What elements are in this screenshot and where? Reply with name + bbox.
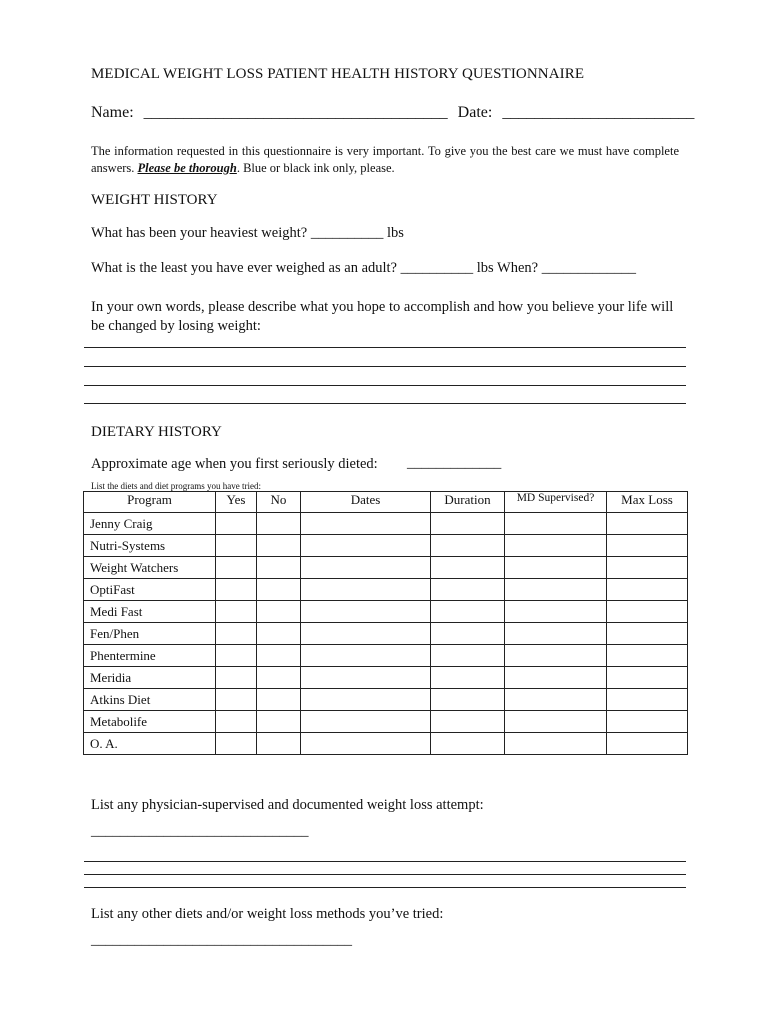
entry-cell[interactable] <box>216 535 257 557</box>
table-row <box>84 711 688 733</box>
entry-cell[interactable] <box>505 579 607 601</box>
entry-cell[interactable] <box>301 667 431 689</box>
name-field[interactable]: ______________________________________ <box>143 104 448 121</box>
entry-cell[interactable] <box>607 513 688 535</box>
entry-cell[interactable] <box>607 645 688 667</box>
table-row <box>84 623 688 645</box>
entry-cell[interactable] <box>257 579 301 601</box>
entry-cell[interactable] <box>607 689 688 711</box>
entry-cell[interactable] <box>607 601 688 623</box>
answer-line[interactable] <box>84 366 686 367</box>
heaviest-weight-question[interactable]: What has been your heaviest weight? __________ lbs <box>91 225 404 241</box>
answer-line[interactable] <box>84 403 686 404</box>
program-name-cell: Metabolife <box>84 711 216 733</box>
first-diet-age-question: Approximate age when you first seriously dieted: <box>91 456 378 472</box>
table-row <box>84 667 688 689</box>
table-row <box>84 557 688 579</box>
weight-history-heading: WEIGHT HISTORY <box>91 192 218 208</box>
entry-cell[interactable] <box>505 557 607 579</box>
program-name-cell: Medi Fast <box>84 601 216 623</box>
entry-cell[interactable] <box>505 623 607 645</box>
goals-question: In your own words, please describe what you hope to accomplish and how you believe your life will be changed by losing weight: <box>91 299 674 334</box>
column-header: Dates <box>301 492 431 513</box>
table-row <box>84 601 688 623</box>
column-header: MD Supervised? <box>505 492 607 513</box>
entry-cell[interactable] <box>607 535 688 557</box>
form-title: MEDICAL WEIGHT LOSS PATIENT HEALTH HISTORY QUESTIONNAIRE <box>91 66 585 82</box>
intro-text-end: . Blue or black ink only, please. <box>236 161 395 175</box>
entry-cell[interactable] <box>607 733 688 755</box>
entry-cell[interactable] <box>301 535 431 557</box>
program-name-cell: Atkins Diet <box>84 689 216 711</box>
entry-cell[interactable] <box>257 711 301 733</box>
table-caption: List the diets and diet programs you have tried: <box>91 481 261 491</box>
entry-cell[interactable] <box>607 557 688 579</box>
program-name-cell: Weight Watchers <box>84 557 216 579</box>
entry-cell[interactable] <box>431 513 505 535</box>
answer-line[interactable] <box>84 385 686 386</box>
table-row <box>84 645 688 667</box>
table-row <box>84 513 688 535</box>
entry-cell[interactable] <box>216 667 257 689</box>
table-row <box>84 733 688 755</box>
entry-cell[interactable] <box>301 733 431 755</box>
entry-cell[interactable] <box>257 513 301 535</box>
entry-cell[interactable] <box>257 689 301 711</box>
dietary-history-heading: DIETARY HISTORY <box>91 424 222 440</box>
column-header: No <box>257 492 301 513</box>
diet-programs-table <box>83 491 688 755</box>
program-name-cell: Phentermine <box>84 645 216 667</box>
entry-cell[interactable] <box>257 667 301 689</box>
entry-cell[interactable] <box>301 513 431 535</box>
answer-line[interactable] <box>84 347 686 348</box>
entry-cell[interactable] <box>431 601 505 623</box>
entry-cell[interactable] <box>431 623 505 645</box>
entry-cell[interactable] <box>431 557 505 579</box>
intro-paragraph <box>91 143 679 177</box>
program-name-cell: O. A. <box>84 733 216 755</box>
entry-cell[interactable] <box>505 513 607 535</box>
date-label: Date: <box>457 104 493 121</box>
column-header: Program <box>84 492 216 513</box>
entry-cell[interactable] <box>505 733 607 755</box>
entry-cell[interactable] <box>301 645 431 667</box>
answer-line[interactable] <box>84 874 686 875</box>
entry-cell[interactable] <box>505 711 607 733</box>
entry-cell[interactable] <box>505 535 607 557</box>
name-date-row <box>91 104 694 122</box>
entry-cell[interactable] <box>216 645 257 667</box>
table-row <box>84 689 688 711</box>
intro-emphasis: Please be thorough <box>137 161 237 175</box>
entry-cell[interactable] <box>431 645 505 667</box>
entry-cell[interactable] <box>216 711 257 733</box>
entry-cell[interactable] <box>216 733 257 755</box>
entry-cell[interactable] <box>431 733 505 755</box>
entry-cell[interactable] <box>257 623 301 645</box>
entry-cell[interactable] <box>301 711 431 733</box>
entry-cell[interactable] <box>431 689 505 711</box>
program-name-cell: Jenny Craig <box>84 513 216 535</box>
program-name-cell: Meridia <box>84 667 216 689</box>
name-label: Name: <box>91 104 134 121</box>
physician-attempt-question: List any physician-supervised and documented weight loss attempt: <box>91 797 484 813</box>
entry-cell[interactable] <box>216 689 257 711</box>
entry-cell[interactable] <box>257 601 301 623</box>
entry-cell[interactable] <box>431 667 505 689</box>
entry-cell[interactable] <box>301 579 431 601</box>
column-header: Duration <box>431 492 505 513</box>
entry-cell[interactable] <box>301 557 431 579</box>
other-methods-field[interactable]: ____________________________________ <box>91 932 352 948</box>
entry-cell[interactable] <box>257 645 301 667</box>
entry-cell[interactable] <box>216 513 257 535</box>
entry-cell[interactable] <box>505 689 607 711</box>
entry-cell[interactable] <box>607 711 688 733</box>
program-name-cell: Fen/Phen <box>84 623 216 645</box>
date-field[interactable]: ________________________ <box>502 104 695 121</box>
entry-cell[interactable] <box>301 689 431 711</box>
entry-cell[interactable] <box>505 601 607 623</box>
intro-text: The information requested in this questionnaire is very important. To give you the best care we must have complete answers. <box>91 144 679 175</box>
entry-cell[interactable] <box>505 645 607 667</box>
entry-cell[interactable] <box>257 557 301 579</box>
program-name-cell: OptiFast <box>84 579 216 601</box>
answer-line[interactable] <box>84 887 686 888</box>
answer-line[interactable] <box>84 861 686 862</box>
entry-cell[interactable] <box>431 535 505 557</box>
column-header: Max Loss <box>607 492 688 513</box>
entry-cell[interactable] <box>216 557 257 579</box>
physician-attempt-field[interactable]: ______________________________ <box>91 823 309 839</box>
entry-cell[interactable] <box>301 623 431 645</box>
entry-cell[interactable] <box>216 623 257 645</box>
least-weight-question[interactable]: What is the least you have ever weighed as an adult? __________ lbs When? _____________ <box>91 260 636 276</box>
entry-cell[interactable] <box>431 579 505 601</box>
entry-cell[interactable] <box>301 601 431 623</box>
table-row <box>84 579 688 601</box>
entry-cell[interactable] <box>607 667 688 689</box>
entry-cell[interactable] <box>257 535 301 557</box>
table-header-row <box>84 492 688 513</box>
entry-cell[interactable] <box>431 711 505 733</box>
program-name-cell: Nutri-Systems <box>84 535 216 557</box>
entry-cell[interactable] <box>257 733 301 755</box>
column-header: Yes <box>216 492 257 513</box>
entry-cell[interactable] <box>216 579 257 601</box>
table-row <box>84 535 688 557</box>
other-methods-question: List any other diets and/or weight loss methods you’ve tried: <box>91 906 444 922</box>
entry-cell[interactable] <box>505 667 607 689</box>
first-diet-age-field[interactable]: _____________ <box>407 455 502 471</box>
entry-cell[interactable] <box>216 601 257 623</box>
entry-cell[interactable] <box>607 579 688 601</box>
entry-cell[interactable] <box>607 623 688 645</box>
